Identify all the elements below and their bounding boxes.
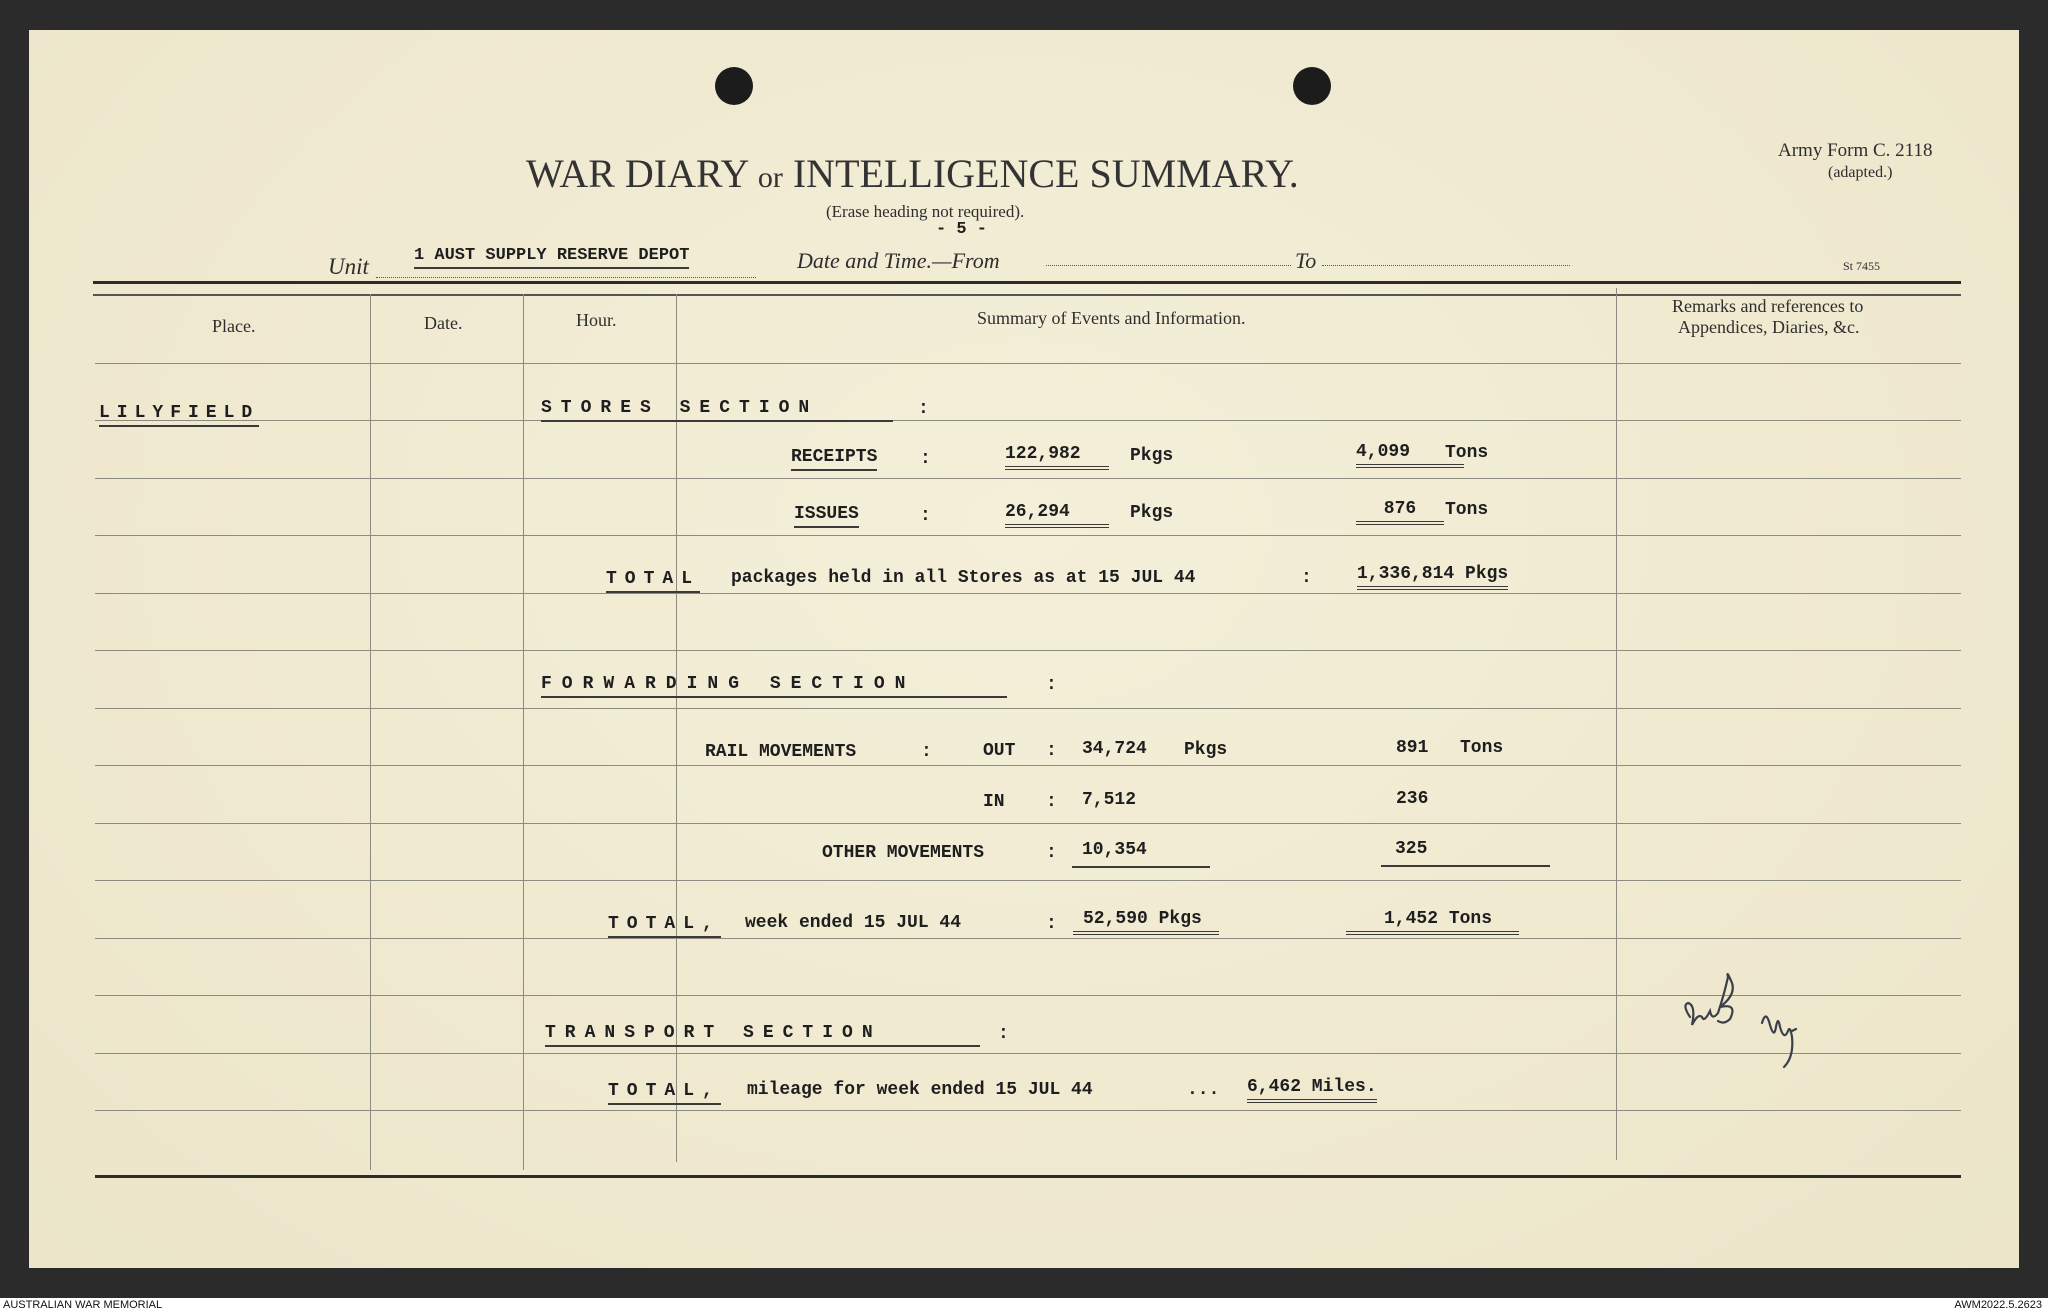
transport-total-ellipsis: ... — [1187, 1080, 1220, 1100]
officer-signature — [1680, 965, 1830, 1095]
ruled-line — [95, 938, 1961, 939]
ruled-line — [95, 765, 1961, 766]
forwarding-total-packages-unit: Pkgs — [1158, 909, 1202, 929]
ruled-line — [95, 823, 1961, 824]
rail-movements-label: RAIL MOVEMENTS — [705, 742, 857, 762]
forwarding-heading-colon: : — [1046, 675, 1057, 695]
receipts-label: RECEIPTS — [791, 447, 877, 471]
forwarding-total-packages-value: 52,590 — [1083, 909, 1148, 929]
title-war-diary: WAR DIARY — [526, 151, 748, 196]
receipts-colon: : — [920, 449, 931, 469]
erase-note: (Erase heading not required). — [826, 202, 1025, 221]
issues-colon: : — [920, 506, 931, 526]
column-header-date: Date. — [424, 313, 463, 333]
rail-in-colon: : — [1046, 792, 1057, 812]
forwarding-section-heading: FORWARDING SECTION — [541, 674, 1007, 698]
ruled-line — [95, 1110, 1961, 1111]
column-rule-date — [523, 294, 524, 1170]
receipts-tons: 4,099 — [1356, 442, 1464, 468]
transport-total-word: TOTAL, — [608, 1081, 721, 1105]
issues-tons: 876 — [1356, 499, 1444, 525]
archive-footer — [0, 1298, 2048, 1313]
column-rule-summary — [1616, 288, 1617, 1160]
ruled-line — [95, 535, 1961, 536]
column-header-hour: Hour. — [576, 310, 617, 330]
rail-out-tons-unit: Tons — [1460, 738, 1504, 758]
date-from-field — [1046, 265, 1291, 266]
ruled-line — [95, 650, 1961, 651]
table-bottom-rule — [95, 1175, 1961, 1178]
page-number: - 5 - — [936, 220, 988, 239]
issues-tons-unit: Tons — [1445, 500, 1489, 520]
forwarding-total-tons-unit: Tons — [1448, 909, 1493, 929]
column-header-place: Place. — [212, 316, 256, 336]
column-header-remarks-line2: Appendices, Diaries, &c. — [1678, 317, 1860, 337]
army-form-number: Army Form C. 2118 — [1778, 140, 1933, 161]
forwarding-total-tons-value: 1,452 — [1384, 909, 1439, 929]
table-top-rule — [93, 281, 1961, 284]
other-movements-label: OTHER MOVEMENTS — [822, 843, 985, 863]
stores-total-value: 1,336,814 Pkgs — [1357, 564, 1508, 590]
place-lilyfield: LILYFIELD — [99, 403, 259, 427]
title-or: or — [757, 161, 783, 194]
issues-label: ISSUES — [794, 504, 859, 528]
receipts-packages-unit: Pkgs — [1130, 446, 1174, 466]
date-to-field — [1322, 265, 1570, 266]
forwarding-total-tons — [1346, 909, 1519, 935]
rail-in-label: IN — [983, 792, 1005, 812]
stores-total-text: packages held in all Stores as at 15 JUL 44 — [731, 568, 1196, 588]
footer-institution: AUSTRALIAN WAR MEMORIAL — [3, 1299, 163, 1311]
date-time-label: Date and Time.—From — [797, 248, 1000, 273]
transport-section-heading: TRANSPORT SECTION — [545, 1023, 980, 1047]
other-movements-packages: 10,354 — [1072, 840, 1210, 868]
issues-packages: 26,294 — [1005, 502, 1109, 528]
unit-label: Unit — [328, 254, 369, 279]
rail-in-tons: 236 — [1396, 789, 1429, 809]
receipts-tons-unit: Tons — [1445, 443, 1489, 463]
rail-in-packages: 7,512 — [1082, 790, 1137, 810]
rail-movements-colon: : — [921, 742, 932, 762]
ruled-line — [95, 420, 1961, 421]
transport-total-miles: 6,462 Miles. — [1247, 1077, 1377, 1103]
ruled-line — [95, 593, 1961, 594]
unit-value: 1 AUST SUPPLY RESERVE DEPOT — [414, 246, 689, 269]
unit-field — [376, 246, 756, 278]
forwarding-total-packages — [1073, 909, 1219, 935]
stores-section-heading: STORES SECTION — [541, 398, 893, 422]
forwarding-total-word: TOTAL, — [608, 914, 721, 938]
stores-total-word: TOTAL — [606, 569, 700, 593]
rail-out-label: OUT — [983, 741, 1016, 761]
ruled-line — [95, 880, 1961, 881]
column-header-remarks-line1: Remarks and references to — [1672, 296, 1864, 316]
punch-hole-left — [715, 67, 753, 105]
rail-out-packages-unit: Pkgs — [1184, 740, 1228, 760]
stores-heading-colon: : — [918, 399, 929, 419]
stock-number: St 7455 — [1843, 259, 1881, 273]
forwarding-total-text: week ended 15 JUL 44 — [745, 913, 962, 933]
punch-hole-right — [1293, 67, 1331, 105]
title-intelligence-summary: INTELLIGENCE SUMMARY. — [792, 151, 1299, 196]
army-form-adapted: (adapted.) — [1828, 164, 1893, 181]
header-row-rule — [95, 363, 1961, 364]
rail-out-packages: 34,724 — [1082, 739, 1147, 759]
rail-out-tons: 891 — [1396, 738, 1429, 758]
stores-total-colon: : — [1301, 568, 1312, 588]
other-movements-colon: : — [1046, 843, 1057, 863]
ruled-line — [95, 478, 1961, 479]
footer-accession-number: AWM2022.5.2623 — [1954, 1299, 2042, 1311]
rail-out-colon: : — [1046, 741, 1057, 761]
forwarding-total-colon: : — [1046, 914, 1057, 934]
column-rule-place — [370, 294, 371, 1170]
transport-total-text: mileage for week ended 15 JUL 44 — [747, 1080, 1093, 1100]
other-movements-tons: 325 — [1381, 839, 1550, 867]
column-header-summary: Summary of Events and Information. — [977, 308, 1246, 328]
transport-heading-colon: : — [998, 1024, 1009, 1044]
issues-packages-unit: Pkgs — [1130, 503, 1174, 523]
receipts-packages: 122,982 — [1005, 444, 1109, 470]
page-title — [526, 150, 1299, 197]
ruled-line — [95, 708, 1961, 709]
to-label: To — [1295, 248, 1317, 273]
